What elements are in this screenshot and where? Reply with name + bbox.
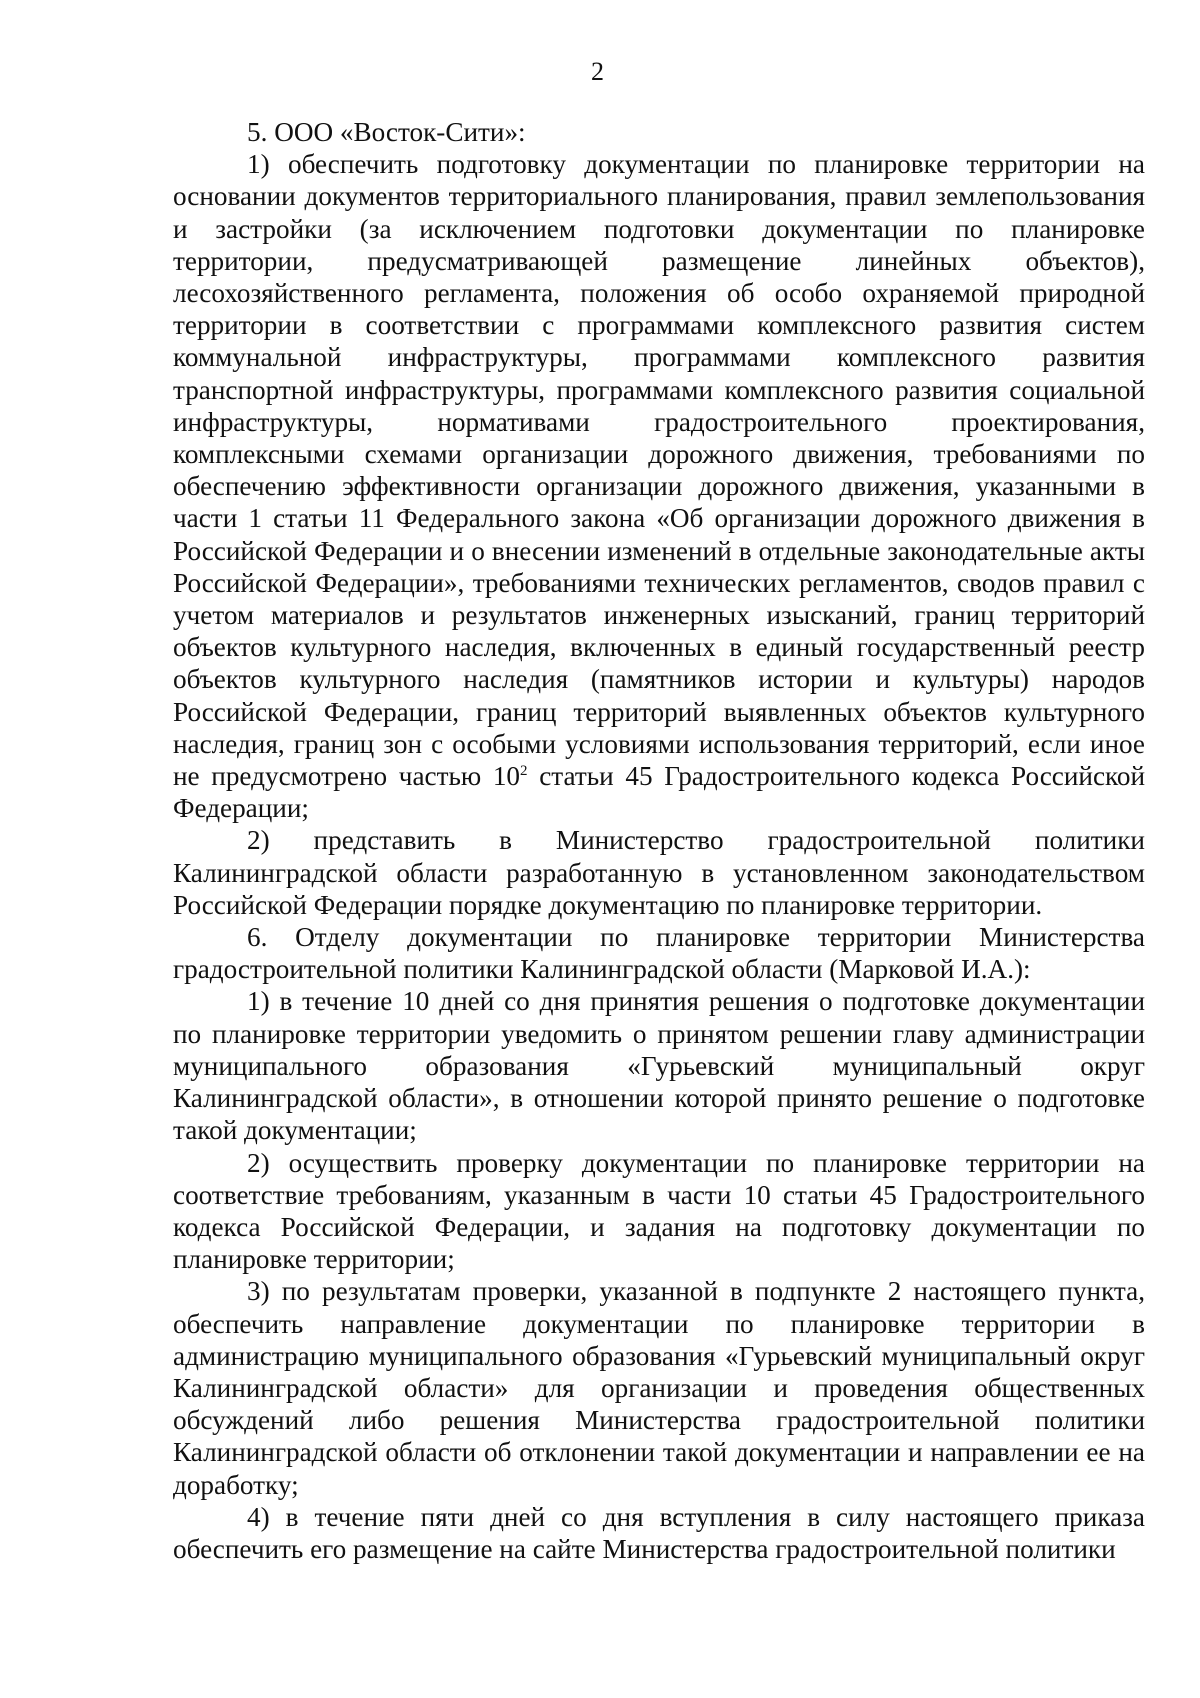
page-number: 2	[591, 57, 604, 86]
document-body	[173, 116, 1145, 1565]
paragraph-6-item-4: 4) в течение пяти дней со дня вступления в силу настоящего приказа обеспечить его размещение на сайте Министерства градостроительной политики	[173, 1501, 1145, 1564]
paragraph-5-item-1-tail: статьи 45 Градостроительного кодекса Российской Федерации;	[173, 761, 1145, 824]
paragraph-6-item-3: 3) по результатам проверки, указанной в подпункте 2 настоящего пункта, обеспечить направление документации по планировке территории в администрацию муниципального образования «Гурьевский муниципальный округ Калининградской области» для организации и проведения общественных обсуждений либо решения Министерства градостроительной политики Калининградской области об отклонении такой документации и направлении ее на доработку;	[173, 1276, 1145, 1500]
superscript-2: 2	[520, 763, 528, 779]
paragraph-5-item-2: 2) представить в Министерство градостроительной политики Калининградской области разработанную в установленном законодательством Российской Федерации порядке документацию по планировке территории.	[173, 825, 1145, 920]
paragraph-5-item-1-text: 1) обеспечить подготовку документации по планировке территории на основании документов территориального планирования, правил землепользования и застройки (за исключением подготовки документации по планировке территории, предусматривающей размещение линейных объектов), лесохозяйственного регламента, положения об особо охраняемой природной территории в соответствии с программами комплексного развития систем коммунальной инфраструктуры, программами комплексного развития транспортной инфраструктуры, программами комплексного развития социальной инфраструктуры, нормативами градостроительного проектирования, комплексными схемами организации дорожного движения, требованиями по обеспечению эффективности организации дорожного движения, указанными в части 1 статьи 11 Федерального закона «Об организации дорожного движения в Российской Федерации и о внесении изменений в отдельные законодательные акты Российской Федерации», требованиями технических регламентов, сводов правил с учетом материалов и результатов инженерных изысканий, границ территорий объектов культурного наследия, включенных в единый государственный реестр объектов культурного наследия (памятников истории и культуры) народов Российской Федерации, границ территорий выявленных объектов культурного наследия, границ зон с особыми условиями использования территорий, если иное не предусмотрено частью 10	[173, 149, 1145, 792]
paragraph-5-heading: 5. ООО «Восток-Сити»:	[247, 117, 526, 147]
paragraph-6-item-2: 2) осуществить проверку документации по планировке территории на соответствие требованиям, указанным в части 10 статьи 45 Градостроительного кодекса Российской Федерации, и задания на подготовку документации по планировке территории;	[173, 1147, 1145, 1275]
paragraph-6-item-1: 1) в течение 10 дней со дня принятия решения о подготовке документации по планировке территории уведомить о принятом решении главу администрации муниципального образования «Гурьевский муниципальный округ Калининградской области», в отношении которой принято решение о подготовке такой документации;	[173, 986, 1145, 1146]
paragraph-6-heading: 6. Отделу документации по планировке территории Министерства градостроительной политики Калининградской области (Марковой И.А.):	[173, 922, 1145, 985]
paragraph-5-item-1	[173, 148, 1145, 824]
